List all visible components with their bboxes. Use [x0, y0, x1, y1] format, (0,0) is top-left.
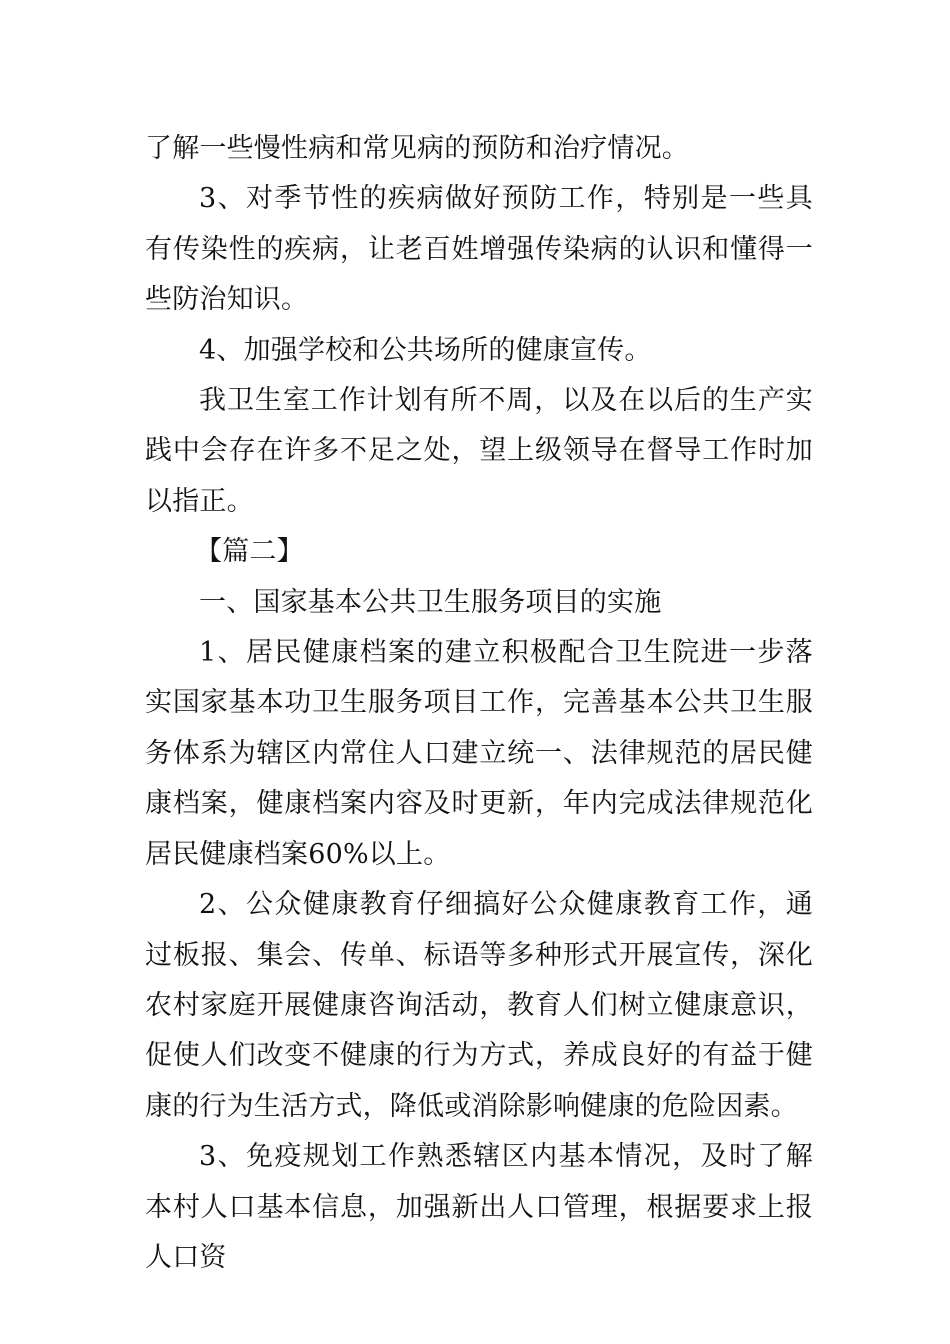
subsection-heading: 一、国家基本公共卫生服务项目的实施: [199, 586, 662, 618]
section-heading: 【篇二】: [195, 536, 304, 568]
paragraph-item-3: 3、对季节性的疾病做好预防工作，特别是一些具有传染性的疾病，让老百姓增强传染病的认识和懂得一些防治知识。: [145, 183, 813, 316]
paragraph-item-4: 4、加强学校和公共场所的健康宣传。: [199, 334, 652, 366]
document-body: [145, 124, 813, 1283]
paragraph-health-education: 2、公众健康教育仔细搞好公众健康教育工作，通过板报、集会、传单、标语等多种形式开展宣传，深化农村家庭开展健康咨询活动，教育人们树立健康意识，促使人们改变不健康的行为方式，养成良好的有益于健康的行为生活方式，降低或消除影响健康的危险因素。: [145, 889, 813, 1122]
paragraph-closing: 我卫生室工作计划有所不周，以及在以后的生产实践中会存在许多不足之处，望上级领导在督导工作时加以指正。: [145, 385, 813, 517]
paragraph-health-records: 1、居民健康档案的建立积极配合卫生院进一步落实国家基本功卫生服务项目工作，完善基本公共卫生服务体系为辖区内常住人口建立统一、法律规范的居民健康档案，健康档案内容及时更新，年内完成法律规范化居民健康档案60%以上。: [145, 637, 813, 870]
paragraph-immunization: 3、免疫规划工作熟悉辖区内基本情况，及时了解本村人口基本信息，加强新出人口管理，根据要求上报人口资: [145, 1141, 813, 1273]
paragraph-continuation: 了解一些慢性病和常见病的预防和治疗情况。: [145, 133, 689, 164]
